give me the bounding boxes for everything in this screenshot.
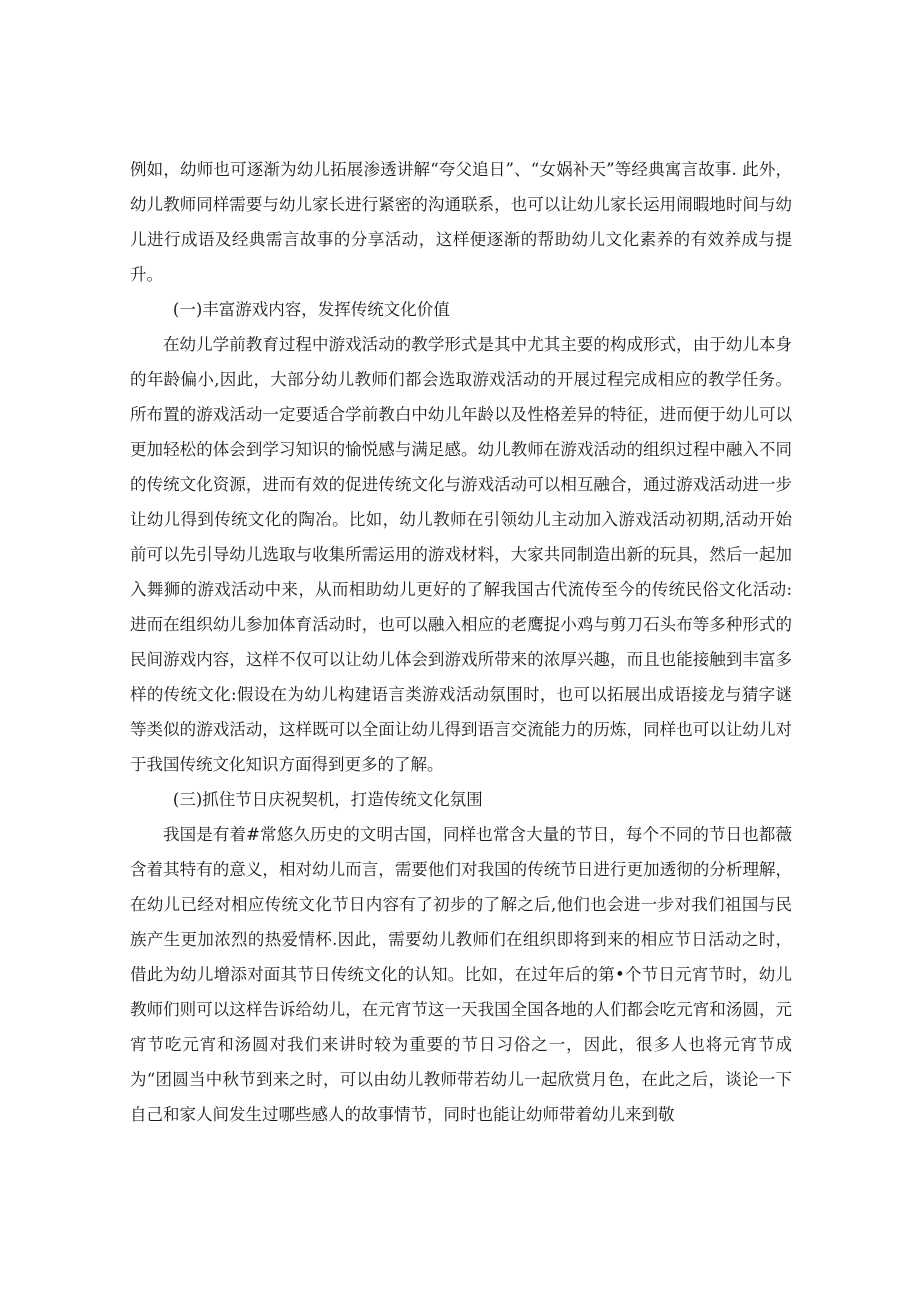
paragraph-games: 在幼儿学前教育过程中游戏活动的教学形式是其中尤其主要的构成形式，由于幼儿本身的年龄偏小,因此，大部分幼儿教师们都会选取游戏活动的开展过程完成相应的教学任务。所布置的游戏活动一定要适合学前教白中幼儿年龄以及性格差异的特征，进而便于幼儿可以更加轻松的体会到学习知识的愉悦感与满足感。幼儿教师在游戏活动的组织过程中融入不同的传统文化资源，进而有效的促进传统文化与游戏活动可以相互融合，通过游戏活动进一步让幼儿得到传统文化的陶冶。比如，幼儿教师在引领幼儿主动加入游戏活动初期,活动开始前可以先引导幼儿选取与收集所需运用的游戏材料，大家共同制造出新的玩具，然后一起加入舞狮的游戏活动中来，从而相助幼儿更好的了解我国古代流传至今的传统民俗文化活动:进而在组织幼儿参加体育活动时，也可以融入相应的老鹰捉小鸡与剪刀石头布等多种形式的民间游戏内容，这样不仅可以让幼儿体会到游戏所带来的浓厚兴趣，而且也能接触到丰富多样的传统文化:假设在为幼儿构建语言类游戏活动氛围时，也可以拓展出成语接龙与猜字谜等类似的游戏活动，这样既可以全面让幼儿得到语言交流能力的历炼，同样也可以让幼儿对于我国传统文化知识方面得到更多的了解。 [130, 335, 792, 774]
paragraph-intro: 例如，幼师也可逐渐为幼儿拓展渗透讲解“夸父追日”、“女娲补天”等经典寓言故事. 此外，幼儿教师同样需要与幼儿家长进行紧密的沟通联系，也可以让幼儿家长运用闹暇地时间与幼儿进行成语及经典需言故事的分享活动，这样便逐渐的帮助幼儿文化素养的有效养成与提升。 [130, 160, 792, 284]
section-heading-games: (一)丰富游戏内容，发挥传统文化价值 [172, 300, 450, 319]
section-heading-festivals: (三)抓住节日庆祝契机，打造传统文化氛围 [172, 790, 483, 809]
paragraph-festivals: 我国是有着#常悠久历史的文明古国，同样也常含大量的节日，每个不同的节日也都薇含着其特有的意义，相对幼儿而言，需要他们对我国的传统节日进行更加透彻的分析理解，在幼儿已经对相应传统文化节日内容有了初步的了解之后,他们也会进一步对我们祖国与民族产生更加浓烈的热爱情杯.因此，需要幼儿教师们在组织即将到来的相应节日活动之时，借此为幼儿增添对面其节日传统文化的认知。比如，在过年后的第•个节日元宵节时，幼儿教师们则可以这样告诉给幼儿，在元宵节这一天我国全国各地的人们都会吃元宵和汤圆，元宵节吃元宵和汤圆对我们来讲时较为重要的节日习俗之一，因此，很多人也将元宵节成为“团圆当中秋节到来之时，可以由幼儿教师带若幼儿一起欣赏月色，在此之后，谈论一下自己和家人间发生过哪些感人的故事情节，同时也能让幼师带着幼儿来到敬 [130, 825, 792, 1124]
document-body [130, 152, 792, 1132]
